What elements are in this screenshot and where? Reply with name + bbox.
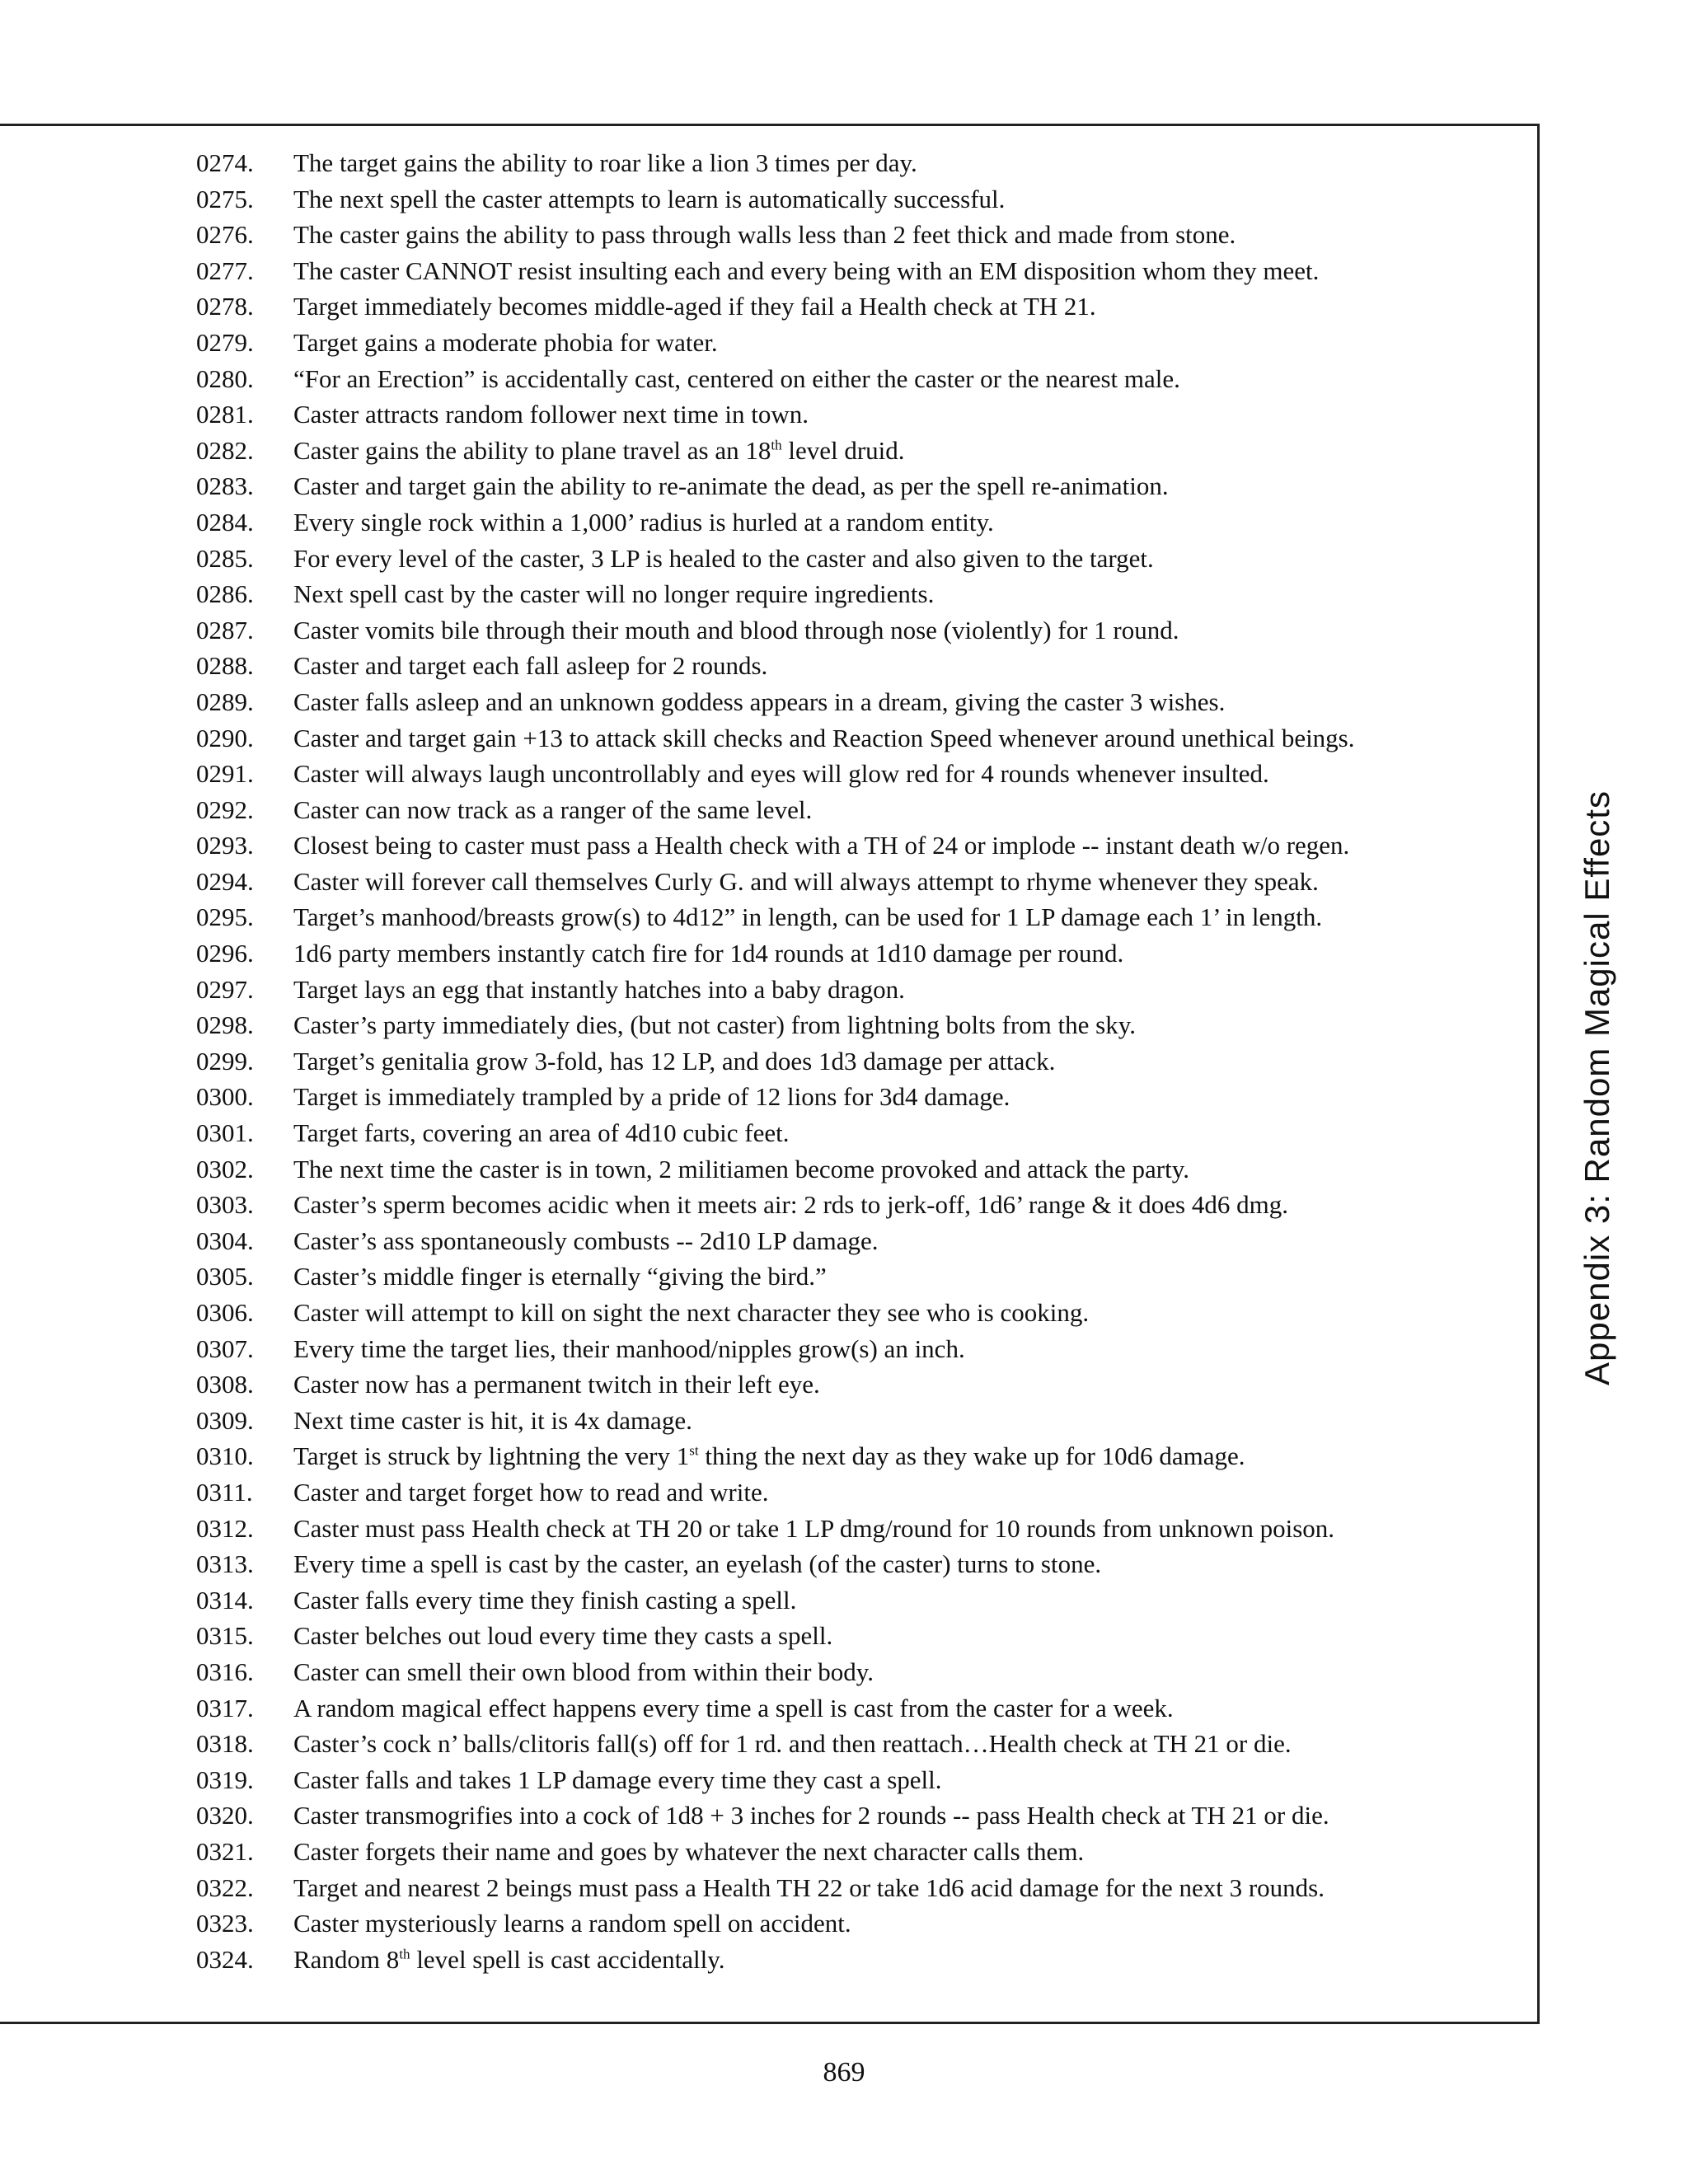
entry-text xyxy=(293,1403,1531,1439)
entry-text-main: Caster falls and takes 1 LP damage every time they cast a spell. xyxy=(293,1765,942,1794)
list-item xyxy=(196,612,1531,649)
entry-number: 0274. xyxy=(196,148,254,177)
entry-number: 0314. xyxy=(196,1585,254,1615)
entry-text-main: The next spell the caster attempts to learn is automatically successful. xyxy=(293,184,1006,213)
entry-text-main: Caster and target gain the ability to re-animate the dead, as per the spell re-animation. xyxy=(293,471,1169,501)
list-item xyxy=(196,1223,1531,1259)
entry-text xyxy=(293,1295,1531,1331)
entry-text xyxy=(293,684,1531,720)
entry-text xyxy=(293,1762,1531,1798)
entry-text xyxy=(293,1618,1531,1654)
ordinal-suffix: st xyxy=(689,1443,699,1460)
entry-text xyxy=(293,576,1531,612)
entry-text xyxy=(293,1258,1531,1295)
entry-number: 0303. xyxy=(196,1190,254,1220)
list-item xyxy=(196,1870,1531,1906)
entry-text xyxy=(293,612,1531,649)
entry-number: 0324. xyxy=(196,1944,254,1974)
entry-number: 0289. xyxy=(196,687,254,716)
entry-number: 0313. xyxy=(196,1549,254,1579)
entry-text xyxy=(293,1007,1531,1043)
entry-number: 0318. xyxy=(196,1729,254,1759)
entry-number: 0311. xyxy=(196,1477,253,1507)
entry-number: 0299. xyxy=(196,1046,254,1076)
list-item xyxy=(196,1258,1531,1295)
entry-number: 0291. xyxy=(196,759,254,789)
list-item xyxy=(196,1511,1531,1547)
list-item xyxy=(196,1618,1531,1654)
entry-text-main: Next time caster is hit, it is 4x damage. xyxy=(293,1405,692,1435)
page-number: 869 xyxy=(823,2057,865,2088)
list-item xyxy=(196,935,1531,972)
entry-text xyxy=(293,1726,1531,1762)
entry-text-main: Caster forgets their name and goes by whatever the next character calls them. xyxy=(293,1836,1085,1866)
entry-number: 0304. xyxy=(196,1226,254,1255)
entry-text xyxy=(293,1546,1531,1582)
list-item xyxy=(196,504,1531,541)
entry-number: 0281. xyxy=(196,400,254,429)
entry-text-main: Caster attracts random follower next time in town. xyxy=(293,400,809,429)
entry-text-main: Caster falls every time they finish casting a spell. xyxy=(293,1585,797,1615)
entry-text xyxy=(293,1474,1531,1511)
entry-text-main: Caster’s middle finger is eternally “giving the bird.” xyxy=(293,1262,827,1291)
list-item xyxy=(196,217,1531,253)
entry-text-main: Target’s manhood/breasts grow(s) to 4d12” in length, can be used for 1 LP damage each 1’ in length. xyxy=(293,902,1323,932)
entry-number: 0302. xyxy=(196,1154,254,1183)
list-item xyxy=(196,1762,1531,1798)
entry-text-main: Target’s genitalia grow 3-fold, has 12 LP, and does 1d3 damage per attack. xyxy=(293,1046,1056,1076)
entry-text xyxy=(293,1331,1531,1367)
entry-text-main: Caster’s sperm becomes acidic when it meets air: 2 rds to jerk-off, 1d6’ range & it does 4d6 dmg. xyxy=(293,1190,1288,1220)
entry-text xyxy=(293,1043,1531,1080)
entry-text xyxy=(293,288,1531,325)
list-item xyxy=(196,1474,1531,1511)
entry-text xyxy=(293,792,1531,828)
entry-text-main: Caster vomits bile through their mouth and blood through nose (violently) for 1 round. xyxy=(293,615,1179,644)
list-item xyxy=(196,288,1531,325)
list-item xyxy=(196,1187,1531,1223)
entry-text xyxy=(293,720,1531,757)
entry-text-main: The caster gains the ability to pass through walls less than 2 feet thick and made from stone. xyxy=(293,220,1236,250)
list-item xyxy=(196,720,1531,757)
entry-text-continuation: level spell is cast accidentally. xyxy=(410,1944,725,1974)
list-item xyxy=(196,972,1531,1008)
entry-number: 0309. xyxy=(196,1405,254,1435)
entry-text xyxy=(293,1187,1531,1223)
entry-number: 0285. xyxy=(196,543,254,573)
list-item xyxy=(196,1438,1531,1474)
entry-text-main: Caster and target gain +13 to attack skill checks and Reaction Speed whenever around unethical beings. xyxy=(293,723,1355,752)
entry-number: 0298. xyxy=(196,1010,254,1040)
entry-text-main: Every time the target lies, their manhood/nipples grow(s) an inch. xyxy=(293,1333,965,1363)
entry-text-main: Caster will attempt to kill on sight the next character they see who is cooking. xyxy=(293,1298,1090,1327)
list-item xyxy=(196,1690,1531,1727)
entry-text xyxy=(293,1366,1531,1403)
entry-number: 0323. xyxy=(196,1909,254,1938)
entry-number: 0294. xyxy=(196,866,254,896)
entry-text-main: Every time a spell is cast by the caster, an eyelash (of the caster) turns to stone. xyxy=(293,1549,1102,1579)
list-item xyxy=(196,1295,1531,1331)
entry-number: 0322. xyxy=(196,1872,254,1902)
list-item xyxy=(196,1834,1531,1870)
entry-number: 0287. xyxy=(196,615,254,644)
entry-text xyxy=(293,648,1531,684)
list-item xyxy=(196,1115,1531,1151)
entry-text xyxy=(293,1511,1531,1547)
entry-number: 0316. xyxy=(196,1657,254,1686)
entry-number: 0315. xyxy=(196,1621,254,1651)
entry-text xyxy=(293,541,1531,577)
entry-text-main: Caster and target each fall asleep for 2 rounds. xyxy=(293,651,768,681)
entry-number: 0296. xyxy=(196,939,254,968)
entry-text-main: Random 8 xyxy=(293,1944,400,1974)
appendix-side-title: Appendix 3: Random Magical Effects xyxy=(1578,790,1616,1385)
list-item xyxy=(196,361,1531,397)
entry-text-main: “For an Erection” is accidentally cast, centered on either the caster or the nearest male. xyxy=(293,363,1180,393)
entry-text xyxy=(293,504,1531,541)
entry-text xyxy=(293,935,1531,972)
entry-text-main: The next time the caster is in town, 2 militiamen become provoked and attack the party. xyxy=(293,1154,1189,1183)
entry-number: 0278. xyxy=(196,292,254,321)
entry-text-main: Caster mysteriously learns a random spell on accident. xyxy=(293,1909,851,1938)
entry-number: 0307. xyxy=(196,1333,254,1363)
entry-text-main: Caster falls asleep and an unknown goddess appears in a dream, giving the caster 3 wishes. xyxy=(293,687,1226,716)
entry-number: 0282. xyxy=(196,435,254,465)
entry-number: 0279. xyxy=(196,327,254,357)
entry-number: 0280. xyxy=(196,363,254,393)
entry-text-main: Caster can smell their own blood from within their body. xyxy=(293,1657,874,1686)
entry-text xyxy=(293,1870,1531,1906)
list-item xyxy=(196,1007,1531,1043)
entry-text xyxy=(293,1079,1531,1115)
entry-number: 0301. xyxy=(196,1118,254,1148)
entry-text xyxy=(293,1582,1531,1619)
entry-number: 0286. xyxy=(196,579,254,609)
entry-text-main: Caster belches out loud every time they casts a spell. xyxy=(293,1621,833,1651)
entry-text-main: Next spell cast by the caster will no longer require ingredients. xyxy=(293,579,935,609)
entry-text-continuation: thing the next day as they wake up for 10d6 damage. xyxy=(698,1441,1245,1471)
entry-text xyxy=(293,1151,1531,1188)
entry-text-main: Caster can now track as a ranger of the same level. xyxy=(293,794,813,824)
entry-number: 0295. xyxy=(196,902,254,932)
entry-text-main: Caster will always laugh uncontrollably and eyes will glow red for 4 rounds whenever insulted. xyxy=(293,759,1269,789)
entry-text xyxy=(293,325,1531,361)
list-item xyxy=(196,396,1531,433)
entry-text xyxy=(293,433,1531,469)
entry-text-main: Target is struck by lightning the very 1 xyxy=(293,1441,690,1471)
entry-text-main: Target and nearest 2 beings must pass a Health TH 22 or take 1d6 acid damage for the next 3 rounds. xyxy=(293,1872,1325,1902)
entry-text-main: Caster and target forget how to read and write. xyxy=(293,1477,769,1507)
entry-number: 0317. xyxy=(196,1693,254,1722)
list-item xyxy=(196,864,1531,900)
entry-number: 0293. xyxy=(196,831,254,860)
list-item xyxy=(196,576,1531,612)
entry-text xyxy=(293,1942,1531,1978)
entry-text-main: For every level of the caster, 3 LP is healed to the caster and also given to the target. xyxy=(293,543,1154,573)
entry-text xyxy=(293,468,1531,504)
entry-number: 0310. xyxy=(196,1441,254,1471)
entry-number: 0321. xyxy=(196,1836,254,1866)
entry-text xyxy=(293,756,1531,792)
entry-text-main: Target immediately becomes middle-aged if they fail a Health check at TH 21. xyxy=(293,292,1096,321)
list-item xyxy=(196,1546,1531,1582)
entry-text-main: Target farts, covering an area of 4d10 cubic feet. xyxy=(293,1118,790,1148)
entry-text xyxy=(293,1115,1531,1151)
entry-text xyxy=(293,1438,1531,1474)
entry-text xyxy=(293,1905,1531,1942)
list-item xyxy=(196,792,1531,828)
list-item xyxy=(196,253,1531,289)
entry-number: 0276. xyxy=(196,220,254,250)
entry-text-main: The target gains the ability to roar like a lion 3 times per day. xyxy=(293,148,917,177)
list-item xyxy=(196,1654,1531,1690)
list-item xyxy=(196,1797,1531,1834)
list-item xyxy=(196,1582,1531,1619)
entry-text xyxy=(293,1690,1531,1727)
ordinal-suffix: th xyxy=(771,437,782,453)
entry-text xyxy=(293,145,1531,181)
entry-text-main: Every single rock within a 1,000’ radius is hurled at a random entity. xyxy=(293,507,994,537)
entry-number: 0288. xyxy=(196,651,254,681)
entry-text xyxy=(293,972,1531,1008)
list-item xyxy=(196,468,1531,504)
entry-text-main: Caster gains the ability to plane travel as an 18 xyxy=(293,435,771,465)
list-item xyxy=(196,1942,1531,1978)
entry-text xyxy=(293,217,1531,253)
entry-text-main: Caster’s cock n’ balls/clitoris fall(s) off for 1 rd. and then reattach…Health check at TH 21 or die. xyxy=(293,1729,1292,1759)
entry-text xyxy=(293,1834,1531,1870)
list-item xyxy=(196,899,1531,935)
ordinal-suffix: th xyxy=(399,1946,410,1962)
entry-text xyxy=(293,396,1531,433)
entry-text-main: Caster will forever call themselves Curly G. and will always attempt to rhyme whenever they speak. xyxy=(293,866,1319,896)
entry-number: 0319. xyxy=(196,1765,254,1794)
entry-text xyxy=(293,899,1531,935)
entry-number: 0284. xyxy=(196,507,254,537)
list-item xyxy=(196,325,1531,361)
entry-text-main: Target lays an egg that instantly hatches into a baby dragon. xyxy=(293,974,905,1004)
entry-number: 0305. xyxy=(196,1262,254,1291)
list-item xyxy=(196,1079,1531,1115)
list-item xyxy=(196,145,1531,181)
entry-text xyxy=(293,864,1531,900)
entry-number: 0308. xyxy=(196,1370,254,1399)
entry-number: 0312. xyxy=(196,1513,254,1543)
entry-text-main: Closest being to caster must pass a Health check with a TH of 24 or implode -- instant death w/o regen. xyxy=(293,831,1350,860)
entry-number: 0297. xyxy=(196,974,254,1004)
entry-text-main: Caster’s party immediately dies, (but not caster) from lightning bolts from the sky. xyxy=(293,1010,1136,1040)
entry-text-main: Target is immediately trampled by a pride of 12 lions for 3d4 damage. xyxy=(293,1082,1010,1112)
entry-text xyxy=(293,1654,1531,1690)
list-item xyxy=(196,684,1531,720)
entry-number: 0306. xyxy=(196,1298,254,1327)
random-effects-list xyxy=(196,145,1531,1977)
list-item xyxy=(196,1331,1531,1367)
list-item xyxy=(196,1151,1531,1188)
entry-text-main: Caster transmogrifies into a cock of 1d8 + 3 inches for 2 rounds -- pass Health check at TH 21 or die. xyxy=(293,1801,1329,1830)
entry-number: 0275. xyxy=(196,184,254,213)
entry-number: 0283. xyxy=(196,471,254,501)
entry-text xyxy=(293,181,1531,218)
list-item xyxy=(196,1043,1531,1080)
entry-text-main: Caster’s ass spontaneously combusts -- 2d10 LP damage. xyxy=(293,1226,879,1255)
list-item xyxy=(196,1366,1531,1403)
entry-text xyxy=(293,1223,1531,1259)
entry-text-main: A random magical effect happens every time a spell is cast from the caster for a week. xyxy=(293,1693,1174,1722)
entry-text xyxy=(293,253,1531,289)
entry-text xyxy=(293,361,1531,397)
list-item xyxy=(196,1726,1531,1762)
list-item xyxy=(196,756,1531,792)
list-item xyxy=(196,1905,1531,1942)
list-item xyxy=(196,648,1531,684)
entry-number: 0290. xyxy=(196,723,254,752)
entry-number: 0320. xyxy=(196,1801,254,1830)
list-item xyxy=(196,181,1531,218)
entry-text-main: 1d6 party members instantly catch fire for 1d4 rounds at 1d10 damage per round. xyxy=(293,939,1124,968)
list-item xyxy=(196,827,1531,864)
entry-number: 0300. xyxy=(196,1082,254,1112)
entry-text-continuation: level druid. xyxy=(781,435,905,465)
entry-number: 0292. xyxy=(196,794,254,824)
list-item xyxy=(196,433,1531,469)
entry-text-main: Target gains a moderate phobia for water. xyxy=(293,327,718,357)
list-item xyxy=(196,541,1531,577)
list-item xyxy=(196,1403,1531,1439)
entry-text-main: Caster now has a permanent twitch in their left eye. xyxy=(293,1370,820,1399)
entry-text-main: Caster must pass Health check at TH 20 or take 1 LP dmg/round for 10 rounds from unknown poison. xyxy=(293,1513,1335,1543)
entry-text xyxy=(293,827,1531,864)
entry-text xyxy=(293,1797,1531,1834)
entry-text-main: The caster CANNOT resist insulting each and every being with an EM disposition whom they meet. xyxy=(293,255,1320,285)
entry-number: 0277. xyxy=(196,255,254,285)
